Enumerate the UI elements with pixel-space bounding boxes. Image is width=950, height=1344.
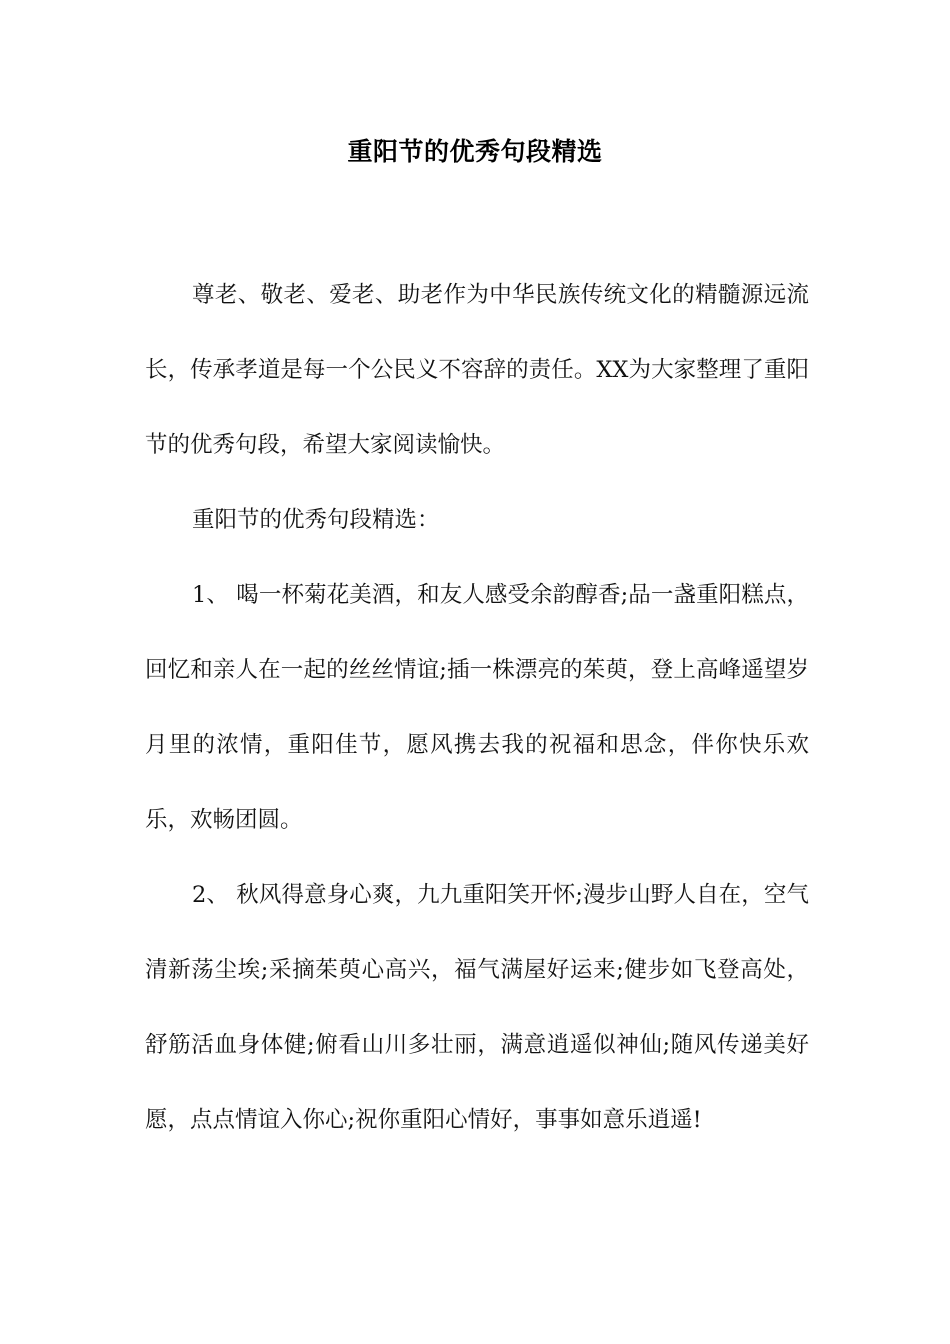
item-2-paragraph: 2、 秋风得意身心爽，九九重阳笑开怀;漫步山野人自在，空气清新荡尘埃;采摘茱萸心高兴，福气满屋好运来;健步如飞登高处，舒筋活血身体健;俯看山川多壮丽，满意逍遥似神仙;随风传递美好愿，点点情谊入你心;祝你重阳心情好，事事如意乐逍遥! <box>145 882 809 1133</box>
section-heading-paragraph: 重阳节的优秀句段精选： <box>192 507 440 533</box>
document-title: 重阳节的优秀句段精选 <box>347 137 603 166</box>
document-body <box>145 258 809 1158</box>
intro-paragraph: 尊老、敬老、爱老、助老作为中华民族传统文化的精髓源远流长，传承孝道是每一个公民义不容辞的责任。XX为大家整理了重阳节的优秀句段，希望大家阅读愉快。 <box>145 282 809 458</box>
item-1-paragraph: 1、 喝一杯菊花美酒，和友人感受余韵醇香;品一盏重阳糕点，回忆和亲人在一起的丝丝情谊;插一株漂亮的茱萸，登上高峰遥望岁月里的浓情，重阳佳节，愿风携去我的祝福和思念，伴你快乐欢乐，欢畅团圆。 <box>145 582 809 833</box>
